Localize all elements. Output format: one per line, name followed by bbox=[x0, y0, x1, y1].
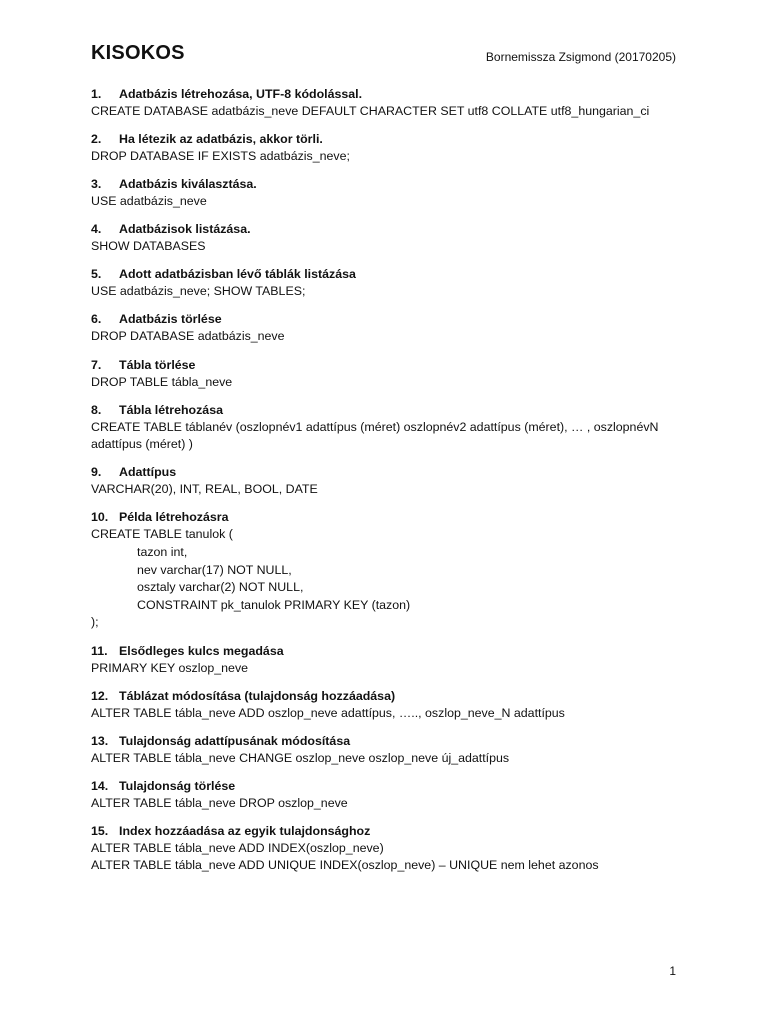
code-line: ALTER TABLE tábla_neve ADD INDEX(oszlop_neve) bbox=[91, 840, 384, 855]
section-7 bbox=[91, 357, 681, 392]
section-heading-text: Tulajdonság adattípusának módosítása bbox=[119, 733, 351, 748]
section-number: 9. bbox=[91, 465, 102, 480]
section-heading-text: Példa létrehozásra bbox=[119, 510, 229, 525]
section-heading bbox=[91, 688, 681, 705]
code-line: VARCHAR(20), INT, REAL, BOOL, DATE bbox=[91, 482, 318, 497]
section-heading-text: Táblázat módosítása (tulajdonság hozzáadása) bbox=[119, 688, 396, 703]
section-number: 4. bbox=[91, 222, 102, 237]
section-heading-text: Elsődleges kulcs megadása bbox=[119, 643, 284, 658]
section-14 bbox=[91, 778, 681, 813]
code-line: ALTER TABLE tábla_neve CHANGE oszlop_neve oszlop_neve új_adattípus bbox=[91, 750, 510, 765]
code-line: USE adatbázis_neve; SHOW TABLES; bbox=[91, 284, 306, 299]
section-heading-text: Tábla törlése bbox=[119, 357, 196, 372]
section-6 bbox=[91, 311, 681, 346]
code-line: CREATE TABLE tanulok ( bbox=[91, 527, 233, 542]
section-number: 6. bbox=[91, 312, 102, 327]
section-heading-text: Tábla létrehozása bbox=[119, 402, 223, 417]
code-line: DROP DATABASE IF EXISTS adatbázis_neve; bbox=[91, 149, 350, 164]
section-number: 13. bbox=[91, 733, 109, 748]
section-heading bbox=[91, 311, 681, 328]
code-line: ); bbox=[91, 615, 99, 630]
section-heading bbox=[91, 176, 681, 193]
code-line: osztaly varchar(2) NOT NULL, bbox=[137, 580, 304, 595]
section-heading bbox=[91, 509, 681, 526]
section-heading bbox=[91, 464, 681, 481]
code-line: CONSTRAINT pk_tanulok PRIMARY KEY (tazon) bbox=[137, 597, 411, 612]
section-heading bbox=[91, 733, 681, 750]
section-list bbox=[91, 86, 681, 875]
section-1 bbox=[91, 86, 681, 121]
section-heading bbox=[91, 778, 681, 795]
section-10 bbox=[91, 509, 681, 632]
section-9 bbox=[91, 464, 681, 499]
code-line: DROP DATABASE adatbázis_neve bbox=[91, 329, 285, 344]
code-line: ALTER TABLE tábla_neve DROP oszlop_neve bbox=[91, 795, 348, 810]
code-line: ALTER TABLE tábla_neve ADD oszlop_neve adattípus, ….., oszlop_neve_N adattípus bbox=[91, 705, 565, 720]
section-8 bbox=[91, 402, 681, 454]
section-12 bbox=[91, 688, 681, 723]
code-line: CREATE DATABASE adatbázis_neve DEFAULT CHARACTER SET utf8 COLLATE utf8_hungarian_ci bbox=[91, 104, 650, 118]
code-line: DROP TABLE tábla_neve bbox=[91, 374, 233, 389]
section-heading-text: Adott adatbázisban lévő táblák listázása bbox=[119, 267, 356, 282]
section-13 bbox=[91, 733, 681, 768]
section-heading bbox=[91, 131, 681, 148]
code-line: PRIMARY KEY oszlop_neve bbox=[91, 660, 249, 675]
section-heading-text: Tulajdonság törlése bbox=[119, 778, 236, 793]
section-heading-text: Adatbázisok listázása. bbox=[119, 222, 251, 237]
document-header bbox=[91, 42, 681, 70]
section-number: 11. bbox=[91, 643, 108, 658]
section-number: 2. bbox=[91, 132, 102, 147]
page-number: 1 bbox=[669, 964, 676, 978]
section-number: 7. bbox=[91, 357, 102, 372]
section-number: 14. bbox=[91, 778, 109, 793]
section-heading-text: Adattípus bbox=[119, 465, 177, 480]
section-2 bbox=[91, 131, 681, 166]
section-3 bbox=[91, 176, 681, 211]
section-heading-text: Adatbázis létrehozása, UTF-8 kódolással. bbox=[119, 87, 363, 101]
section-heading bbox=[91, 266, 681, 283]
document-page bbox=[91, 42, 681, 886]
section-15 bbox=[91, 823, 681, 875]
section-heading bbox=[91, 643, 681, 660]
document-title: KISOKOS bbox=[91, 42, 185, 64]
code-line: CREATE TABLE táblanév (oszlopnév1 adattípus (méret) oszlopnév2 adattípus (méret), … , oszlopnévN adattípus (méret) ) bbox=[91, 419, 659, 452]
section-number: 12. bbox=[91, 688, 109, 703]
section-heading bbox=[91, 402, 681, 419]
section-number: 8. bbox=[91, 402, 102, 417]
section-4 bbox=[91, 221, 681, 256]
section-heading-text: Adatbázis kiválasztása. bbox=[119, 177, 257, 192]
section-heading bbox=[91, 357, 681, 374]
code-line: SHOW DATABASES bbox=[91, 239, 206, 254]
section-number: 5. bbox=[91, 267, 102, 282]
section-heading bbox=[91, 823, 681, 840]
code-line: tazon int, bbox=[137, 545, 188, 560]
section-heading-text: Index hozzáadása az egyik tulajdonsághoz bbox=[119, 823, 371, 838]
section-heading-text: Adatbázis törlése bbox=[119, 312, 222, 327]
section-number: 15. bbox=[91, 823, 109, 838]
section-5 bbox=[91, 266, 681, 301]
code-line: ALTER TABLE tábla_neve ADD UNIQUE INDEX(oszlop_neve) – UNIQUE nem lehet azonos bbox=[91, 858, 599, 873]
section-number: 1. bbox=[91, 87, 102, 101]
section-number: 3. bbox=[91, 177, 102, 192]
code-line: nev varchar(17) NOT NULL, bbox=[137, 562, 292, 577]
author-line: Bornemissza Zsigmond (20170205) bbox=[485, 50, 676, 64]
section-heading bbox=[91, 221, 681, 238]
section-11 bbox=[91, 643, 681, 678]
section-heading-text: Ha létezik az adatbázis, akkor törli. bbox=[119, 132, 323, 147]
section-heading bbox=[91, 86, 681, 103]
code-line: USE adatbázis_neve bbox=[91, 194, 207, 209]
section-number: 10. bbox=[91, 510, 109, 525]
